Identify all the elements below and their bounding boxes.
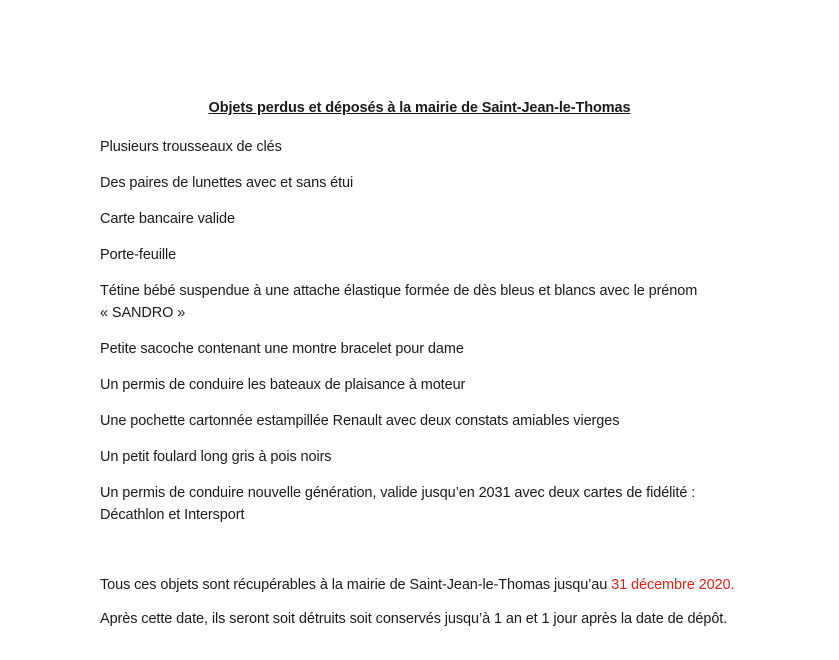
item-line: Porte-feuille — [100, 247, 177, 263]
list-item — [100, 410, 740, 432]
list-item — [100, 172, 740, 194]
item-line: Carte bancaire valide — [100, 211, 235, 227]
list-item — [100, 446, 740, 468]
deadline-date: 31 décembre 2020 — [611, 577, 731, 593]
lost-items-list — [100, 136, 740, 540]
list-item — [100, 482, 740, 526]
item-line: Un permis de conduire nouvelle génération, valide jusqu’en 2031 avec deux cartes de fidélité : — [100, 485, 696, 501]
list-item — [100, 136, 740, 158]
item-line: Décathlon et Intersport — [100, 507, 245, 523]
list-item — [100, 208, 740, 230]
item-line: Un permis de conduire les bateaux de plaisance à moteur — [100, 377, 466, 393]
item-line: Un petit foulard long gris à pois noirs — [100, 449, 332, 465]
after-deadline-note: Après cette date, ils seront soit détruits soit conservés jusqu’à 1 an et 1 jour après la date de dépôt. — [100, 611, 728, 627]
deadline-period: . — [730, 577, 735, 593]
list-item — [100, 280, 740, 324]
item-line: Petite sacoche contenant une montre bracelet pour dame — [100, 341, 464, 357]
list-item — [100, 374, 740, 396]
pickup-deadline-note — [100, 574, 800, 596]
item-line: « SANDRO » — [100, 305, 186, 321]
item-line: Une pochette cartonnée estampillée Renault avec deux constats amiables vierges — [100, 413, 620, 429]
document-title: Objets perdus et déposés à la mairie de Saint-Jean-le-Thomas — [208, 100, 631, 116]
item-line: Plusieurs trousseaux de clés — [100, 139, 282, 155]
list-item — [100, 338, 740, 360]
pickup-note-text: Tous ces objets sont récupérables à la mairie de Saint-Jean-le-Thomas jusqu’au — [100, 577, 612, 593]
list-item — [100, 244, 740, 266]
item-line: Tétine bébé suspendue à une attache élastique formée de dès bleus et blancs avec le prénom — [100, 283, 698, 299]
item-line: Des paires de lunettes avec et sans étui — [100, 175, 354, 191]
